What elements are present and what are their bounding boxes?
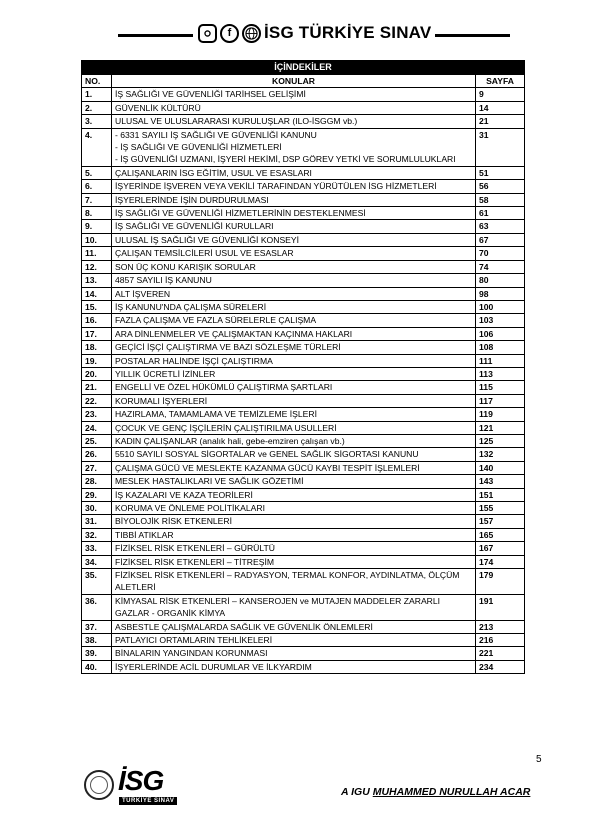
row-page: 167 [476,542,525,555]
table-row [82,193,525,206]
row-page: 74 [476,260,525,273]
topic-line: FİZİKSEL RİSK ETKENLERİ – RADYASYON, TERMAL KONFOR, AYDINLATMA, ÖLÇÜM ALETLERİ [115,570,460,593]
row-topic [112,220,476,233]
topic-line: 5510 SAYILI SOSYAL SİGORTALAR ve GENEL SAĞLIK SİGORTASI KANUNU [115,449,419,460]
row-page: 98 [476,287,525,300]
topic-line: KADIN ÇALIŞANLAR (analık hali, gebe-emziren çalışan vb.) [115,435,345,446]
facebook-icon[interactable]: f [220,24,239,43]
social-icons [198,24,261,43]
row-topic [112,166,476,179]
row-page: 111 [476,354,525,367]
row-number: 2. [82,101,112,114]
toc-title: İÇİNDEKİLER [82,61,525,75]
globe-icon[interactable] [242,24,261,43]
row-topic [112,233,476,246]
row-topic [112,180,476,193]
topic-line: - İŞ SAĞLIĞI VE GÜVENLİĞİ HİZMETLERİ [115,142,282,153]
table-row [82,394,525,407]
header-left-rule [118,34,193,37]
row-number: 4. [82,128,112,166]
row-number: 14. [82,287,112,300]
footer-logo [84,765,184,808]
table-row [82,542,525,555]
table-row [82,287,525,300]
row-topic [112,367,476,380]
table-row [82,260,525,273]
table-row [82,341,525,354]
row-topic [112,461,476,474]
row-topic [112,247,476,260]
row-topic [112,515,476,528]
row-topic [112,115,476,128]
row-number: 5. [82,166,112,179]
row-number: 40. [82,660,112,673]
logo-text: İSG [118,765,164,796]
row-number: 13. [82,274,112,287]
row-page: 9 [476,88,525,101]
row-number: 22. [82,394,112,407]
toc-table [81,60,525,674]
row-number: 39. [82,647,112,660]
row-number: 19. [82,354,112,367]
row-page: 108 [476,341,525,354]
row-topic [112,327,476,340]
row-topic [112,341,476,354]
row-page: 191 [476,594,525,620]
row-page: 21 [476,115,525,128]
row-number: 31. [82,515,112,528]
row-page: 140 [476,461,525,474]
row-topic [112,555,476,568]
row-topic [112,620,476,633]
table-row [82,515,525,528]
table-row [82,434,525,447]
row-topic [112,542,476,555]
topic-line: FAZLA ÇALIŞMA VE FAZLA SÜRELERLE ÇALIŞMA [115,315,317,326]
topic-line: ÇOCUK VE GENÇ İŞÇİLERİN ÇALIŞTIRILMA USULLERİ [115,422,337,433]
row-number: 12. [82,260,112,273]
table-row [82,461,525,474]
topic-line: ULUSAL VE ULUSLARARASI KURULUŞLAR (ILO-İSGGM vb.) [115,116,358,127]
row-number: 1. [82,88,112,101]
row-page: 14 [476,101,525,114]
row-topic [112,408,476,421]
row-topic [112,300,476,313]
page-header [0,22,600,48]
row-topic [112,448,476,461]
row-topic [112,193,476,206]
row-number: 27. [82,461,112,474]
topic-line: ASBESTLE ÇALIŞMALARDA SAĞLIK VE GÜVENLİK ÖNLEMLERİ [115,621,373,632]
topic-line: FİZİKSEL RİSK ETKENLERİ – GÜRÜLTÜ [115,543,275,554]
row-number: 30. [82,502,112,515]
table-row [82,274,525,287]
topic-line: MESLEK HASTALIKLARI VE SAĞLIK GÖZETİMİ [115,476,304,487]
row-number: 16. [82,314,112,327]
row-page: 157 [476,515,525,528]
row-page: 51 [476,166,525,179]
row-number: 28. [82,475,112,488]
col-no-header: NO. [82,75,112,88]
author-name: MUHAMMED NURULLAH ACAR [372,786,531,798]
topic-line: İŞ SAĞLIĞI VE GÜVENLİĞİ TARİHSEL GELİŞİMİ [115,89,306,100]
topic-line: SON ÜÇ KONU KARIŞIK SORULAR [115,261,256,272]
topic-line: İŞ SAĞLIĞI VE GÜVENLİĞİ KURULLARI [115,221,274,232]
row-topic [112,569,476,595]
row-page: 103 [476,314,525,327]
table-row [82,314,525,327]
row-page: 155 [476,502,525,515]
row-page: 58 [476,193,525,206]
row-page: 125 [476,434,525,447]
row-topic [112,488,476,501]
row-topic [112,287,476,300]
row-page: 165 [476,528,525,541]
row-number: 10. [82,233,112,246]
row-page: 143 [476,475,525,488]
row-number: 11. [82,247,112,260]
topic-line: KORUMALI İŞYERLERİ [115,395,208,406]
row-page: 121 [476,421,525,434]
col-page-header: SAYFA [476,75,525,88]
row-topic [112,634,476,647]
table-row [82,180,525,193]
row-number: 21. [82,381,112,394]
row-number: 33. [82,542,112,555]
row-number: 37. [82,620,112,633]
topic-line: BİNALARIN YANGINDAN KORUNMASI [115,648,268,659]
topic-line: 4857 SAYILI İŞ KANUNU [115,275,212,286]
topic-line: - 6331 SAYILI İŞ SAĞLIĞI VE GÜVENLİĞİ KANUNU [115,129,317,140]
row-topic [112,594,476,620]
row-page: 63 [476,220,525,233]
topic-line: ENGELLİ VE ÖZEL HÜKÜMLÜ ÇALIŞTIRMA ŞARTLARI [115,382,333,393]
row-number: 20. [82,367,112,380]
row-number: 15. [82,300,112,313]
row-number: 25. [82,434,112,447]
table-row [82,528,525,541]
row-topic [112,128,476,166]
topic-line: ÇALIŞAN TEMSİLCİLERİ USUL VE ESASLAR [115,248,294,259]
table-row [82,448,525,461]
row-page: 174 [476,555,525,568]
topic-line: ÇALIŞANLARIN İSG EĞİTİM, USUL VE ESASLARI [115,167,312,178]
row-page: 221 [476,647,525,660]
logo-subtext: TÜRKİYE SINAV [119,797,177,805]
topic-line: PATLAYICI ORTAMLARIN TEHLİKELERİ [115,635,273,646]
row-topic [112,260,476,273]
row-topic [112,434,476,447]
row-number: 17. [82,327,112,340]
row-page: 151 [476,488,525,501]
row-page: 70 [476,247,525,260]
row-number: 3. [82,115,112,128]
row-number: 26. [82,448,112,461]
row-topic [112,381,476,394]
topic-line: ULUSAL İŞ SAĞLIĞI VE GÜVENLİĞİ KONSEYİ [115,234,300,245]
row-topic [112,475,476,488]
topic-line: - İŞ GÜVENLİĞİ UZMANI, İŞYERİ HEKİMİ, DSP GÖREV YETKİ VE SORUMLULUKLARI [115,154,456,165]
row-page: 119 [476,408,525,421]
row-page: 115 [476,381,525,394]
row-page: 56 [476,180,525,193]
topic-line: KORUMA VE ÖNLEME POLİTİKALARI [115,503,265,513]
table-row [82,166,525,179]
row-number: 32. [82,528,112,541]
row-topic [112,314,476,327]
author-signature [341,786,530,798]
toc-body [82,88,525,674]
row-page: 100 [476,300,525,313]
row-page: 216 [476,634,525,647]
table-row [82,634,525,647]
table-row [82,88,525,101]
row-number: 8. [82,207,112,220]
row-topic [112,660,476,673]
table-row [82,488,525,501]
topic-line: HAZIRLAMA, TAMAMLAMA VE TEMİZLEME İŞLERİ [115,409,317,420]
table-row [82,115,525,128]
row-number: 23. [82,408,112,421]
row-page: 132 [476,448,525,461]
table-row [82,475,525,488]
table-row [82,408,525,421]
topic-line: İŞYERLERİNDE ACİL DURUMLAR VE İLKYARDIM [115,661,312,672]
row-topic [112,528,476,541]
instagram-icon[interactable] [198,24,217,43]
row-topic [112,207,476,220]
table-row [82,128,525,166]
row-number: 38. [82,634,112,647]
row-number: 36. [82,594,112,620]
row-topic [112,647,476,660]
topic-line: POSTALAR HALİNDE İŞÇİ ÇALIŞTIRMA [115,355,273,366]
topic-line: İŞ SAĞLIĞI VE GÜVENLİĞİ HİZMETLERİNİN DESTEKLENMESİ [115,208,366,219]
table-row [82,300,525,313]
row-page: 234 [476,660,525,673]
row-topic [112,502,476,515]
row-number: 24. [82,421,112,434]
row-page: 61 [476,207,525,220]
brand-title: İSG TÜRKİYE SINAV [264,23,432,42]
row-number: 29. [82,488,112,501]
row-topic [112,88,476,101]
row-page: 106 [476,327,525,340]
table-row [82,421,525,434]
table-row [82,220,525,233]
header-right-rule [435,34,510,37]
row-page: 113 [476,367,525,380]
row-number: 6. [82,180,112,193]
topic-line: GÜVENLİK KÜLTÜRÜ [115,102,201,113]
row-number: 9. [82,220,112,233]
row-topic [112,354,476,367]
table-row [82,381,525,394]
topic-line: KİMYASAL RİSK ETKENLERİ – KANSEROJEN ve MUTAJEN MADDELER ZARARLI GAZLAR - ORGANİK KİMYA [115,595,441,619]
topic-line: İŞYERLERİNDE İŞİN DURDURULMASI [115,194,269,205]
table-row [82,594,525,620]
col-topic-header: KONULAR [112,75,476,88]
row-number: 34. [82,555,112,568]
row-page: 117 [476,394,525,407]
row-page: 80 [476,274,525,287]
table-row [82,502,525,515]
table-row [82,660,525,673]
table-row [82,101,525,114]
topic-line: BİYOLOJİK RİSK ETKENLERİ [115,516,233,527]
row-topic [112,421,476,434]
topic-line: ÇALIŞMA GÜCÜ VE MESLEKTE KAZANMA GÜCÜ KAYBI TESPİT İŞLEMLERİ [115,462,420,473]
table-row [82,354,525,367]
row-page: 31 [476,128,525,166]
table-row [82,207,525,220]
table-row [82,620,525,633]
topic-line: GEÇİCİ İŞÇİ ÇALIŞTIRMA VE BAZI SÖZLEŞME TÜRLERİ [115,342,341,353]
row-topic [112,274,476,287]
page-number: 5 [536,754,542,765]
table-row [82,327,525,340]
table-row [82,247,525,260]
topic-line: TIBBİ ATIKLAR [115,529,174,540]
row-number: 35. [82,569,112,595]
table-row [82,233,525,246]
row-number: 7. [82,193,112,206]
row-topic [112,101,476,114]
topic-line: ARA DİNLENMELER VE ÇALIŞMAKTAN KAÇINMA HAKLARI [115,328,353,339]
table-row [82,569,525,595]
row-page: 67 [476,233,525,246]
table-row [82,367,525,380]
table-row [82,647,525,660]
topic-line: ALT İŞVEREN [115,288,171,299]
topic-line: İŞ KAZALARI VE KAZA TEORİLERİ [115,489,253,500]
topic-line: FİZİKSEL RİSK ETKENLERİ – TİTREŞİM [115,556,275,567]
topic-line: İŞ KANUNU'NDA ÇALIŞMA SÜRELERİ [115,301,267,312]
author-prefix: A IGU [341,786,373,798]
table-row [82,555,525,568]
row-number: 18. [82,341,112,354]
topic-line: İŞYERİNDE İŞVEREN VEYA VEKİLİ TARAFINDAN YÜRÜTÜLEN İSG HİZMETLERİ [115,181,437,192]
topic-line: YILLIK ÜCRETLİ İZİNLER [115,368,216,379]
row-page: 179 [476,569,525,595]
row-page: 213 [476,620,525,633]
seal-icon [84,770,114,800]
row-topic [112,394,476,407]
